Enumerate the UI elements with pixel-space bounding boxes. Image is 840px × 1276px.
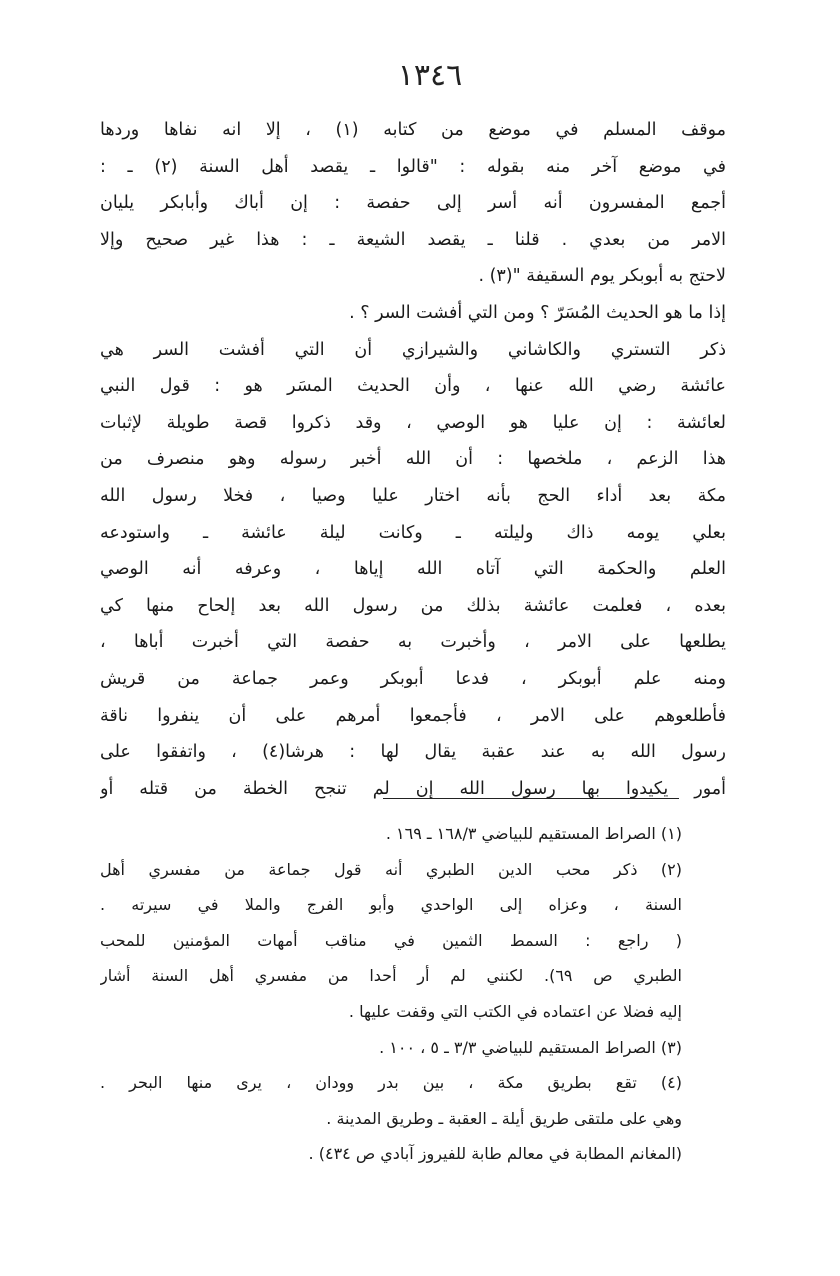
- body-line: فأطلعوهم على الامر ، فأجمعوا أمرهم على أن ينفروا ناقة: [100, 705, 726, 726]
- footnote-line: الطبري ص ٦٩). لكنني لم أر أحدا من مفسري أهل السنة أشار: [100, 966, 682, 986]
- body-line: مكة بعد أداء الحج بأنه اختار عليا وصيا ، فخلا رسول الله: [100, 485, 726, 506]
- body-line: بعلي يومه ذاك وليلته ـ وكانت ليلة عائشة ـ واستودعه: [100, 522, 726, 543]
- footnote-line: (٣) الصراط المستقيم للبياضي ٣/٣ ـ ٥ ، ١٠٠ .: [379, 1037, 682, 1057]
- body-line: هذا الزعم ، ملخصها : أن الله أخبر رسوله وهو منصرف من: [100, 449, 726, 470]
- body-line: عائشة رضي الله عنها ، وأن الحديث المسَر هو : قول النبي: [100, 376, 726, 397]
- footnotes: [100, 816, 682, 1172]
- footnote-line: (٢) ذكر محب الدين الطبري أنه قول جماعة من مفسري أهل: [100, 859, 682, 879]
- body-line: أجمع المفسرون أنه أسر إلى حفصة : إن أباك وأبابكر يليان: [100, 193, 726, 214]
- body-line: رسول الله به عند عقبة يقال لها : هرشا(٤) ، واتفقوا على: [100, 742, 726, 763]
- body-line: ذكر التستري والكاشاني والشيرازي أن التي أفشت السر هي: [100, 339, 726, 360]
- footnote-line: (٤) تقع بطريق مكة ، بين بدر وودان ، يرى منها البحر .: [100, 1073, 682, 1093]
- footnote-line: إليه فضلا عن اعتماده في الكتب التي وقفت عليها .: [348, 1001, 682, 1021]
- footnote-line: وهي على ملتقى طريق أيلة ـ العقبة ـ وطريق المدينة .: [326, 1108, 682, 1128]
- body-line: لعائشة : إن عليا هو الوصي ، وقد ذكروا قصة طويلة لإثبات: [100, 412, 726, 433]
- body-line: موقف المسلم في موضع من كتابه (١) ، إلا انه نفاها وردها: [100, 120, 726, 140]
- footnote-line: (المغانم المطابة في معالم طابة للفيروز آبادي ص ٤٣٤) .: [308, 1144, 682, 1164]
- body-line: ومنه علم أبوبكر ، فدعا أبوبكر وعمر جماعة من قريش: [100, 668, 726, 689]
- page-number: ١٣٤٦: [397, 58, 463, 93]
- body-line: الامر من بعدي . قلنا ـ يقصد الشيعة ـ : هذا غير صحيح وإلا: [100, 229, 726, 250]
- footnote-line: السنة ، وعزاه إلى الواحدي وأبو الفرج والملا في سيرته .: [100, 895, 682, 915]
- body-line: أمور يكيدوا بها رسول الله إن لم تنجح الخطة من قتله أو: [100, 778, 726, 799]
- body-line: إذا ما هو الحديث المُسَرّ ؟ ومن التي أفشت السر ؟ .: [349, 302, 726, 323]
- body-line: في موضع آخر منه بقوله : "قالوا ـ يقصد أهل السنة (٢) ـ :: [100, 156, 726, 177]
- body-line: يطلعها على الامر ، وأخبرت به حفصة التي أخبرت أباها ،: [100, 632, 726, 653]
- footnote-line: (١) الصراط المستقيم للبياضي ١٦٨/٣ ـ ١٦٩ .: [385, 824, 682, 843]
- body-line: لاحتج به أبوبكر يوم السقيفة "(٣) .: [478, 266, 726, 287]
- body-text: [100, 112, 726, 807]
- footnote-divider: [383, 798, 679, 799]
- footnote-line: ( راجع : السمط الثمين في مناقب أمهات المؤمنين للمحب: [100, 930, 682, 950]
- body-line: بعده ، فعلمت عائشة بذلك من رسول الله بعد إلحاح منها كي: [100, 595, 726, 616]
- body-line: العلم والحكمة التي آتاه الله إياها ، وعرفه أنه الوصي: [100, 559, 726, 580]
